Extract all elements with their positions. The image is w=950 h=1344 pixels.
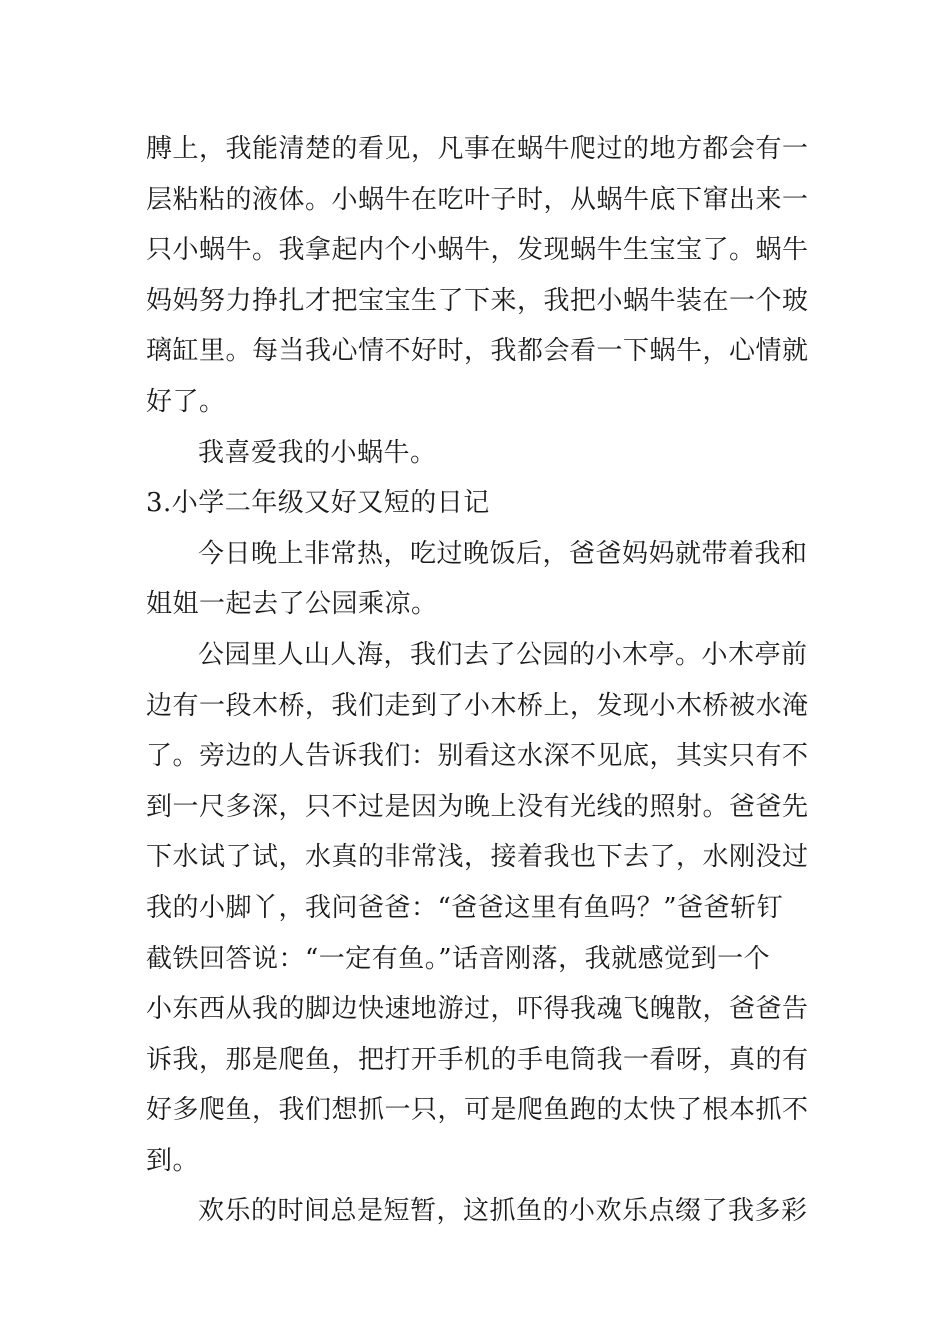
text-line: 妈妈努力挣扎才把宝宝生了下来，我把小蜗牛装在一个玻 — [146, 285, 809, 316]
text-line: 我的小脚丫，我问爸爸：“爸爸这里有鱼吗？”爸爸斩钉 — [146, 892, 784, 923]
paragraph-line: 我喜爱我的小蜗牛。 — [198, 437, 437, 468]
text-line: 下水试了试，水真的非常浅，接着我也下去了，水刚没过 — [146, 842, 809, 873]
text-line: 到。 — [146, 1145, 200, 1176]
text-line: 好了。 — [146, 386, 226, 417]
paragraph-line: 欢乐的时间总是短暂，这抓鱼的小欢乐点缀了我多彩 — [198, 1196, 808, 1227]
text-line: 好多爬鱼，我们想抓一只，可是爬鱼跑的太快了根本抓不 — [146, 1095, 809, 1126]
text-line: 小东西从我的脚边快速地游过，吓得我魂飞魄散，爸爸告 — [146, 994, 809, 1025]
document-body — [146, 124, 810, 1237]
text-line: 只小蜗牛。我拿起内个小蜗牛，发现蜗牛生宝宝了。蜗牛 — [146, 235, 809, 266]
text-line: 璃缸里。每当我心情不好时，我都会看一下蜗牛，心情就 — [146, 336, 809, 367]
paragraph-line: 公园里人山人海，我们去了公园的小木亭。小木亭前 — [198, 639, 808, 670]
text-line: 诉我，那是爬鱼，把打开手机的手电筒我一看呀，真的有 — [146, 1044, 809, 1075]
text-line: 层粘粘的液体。小蜗牛在吃叶子时，从蜗牛底下窜出来一 — [146, 184, 809, 215]
text-line: 到一尺多深，只不过是因为晚上没有光线的照射。爸爸先 — [146, 791, 809, 822]
paragraph-line: 今日晚上非常热，吃过晚饭后，爸爸妈妈就带着我和 — [198, 538, 808, 569]
text-line: 了。旁边的人告诉我们：别看这水深不见底，其实只有不 — [146, 741, 809, 772]
text-line: 边有一段木桥，我们走到了小木桥上，发现小木桥被水淹 — [146, 690, 809, 721]
section-heading: 3.小学二年级又好又短的日记 — [146, 488, 490, 519]
text-line: 姐姐一起去了公园乘凉。 — [146, 589, 438, 620]
text-line: 膊上，我能清楚的看见，凡事在蜗牛爬过的地方都会有一 — [146, 134, 809, 164]
text-line: 截铁回答说：“一定有鱼。”话音刚落，我就感觉到一个 — [146, 943, 771, 974]
